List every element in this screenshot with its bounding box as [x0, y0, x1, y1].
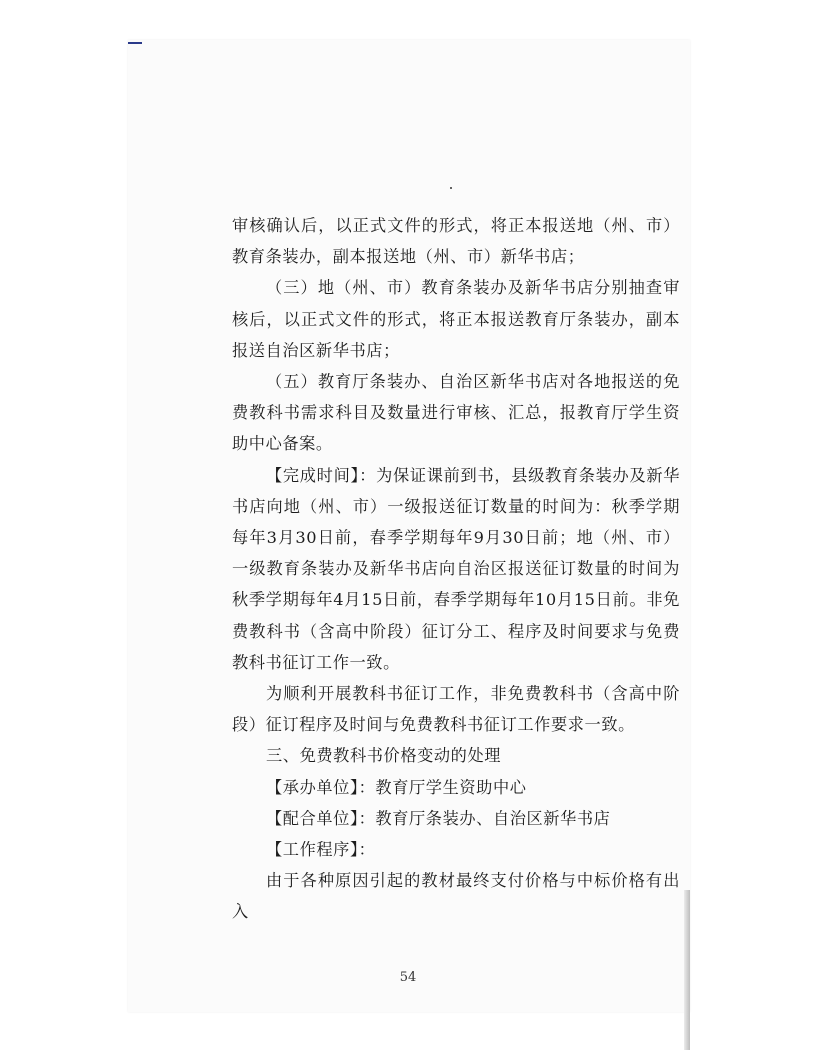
paragraph-ordering-note: 为顺利开展教科书征订工作，非免费教科书（含高中阶段）征订程序及时间与免费教科书征订工作要求一致。 [232, 684, 680, 735]
page-number: 54 [399, 970, 417, 985]
scan-speck [450, 187, 452, 189]
paragraph-step-three: （三）地（州、市）教育条装办及新华书店分别抽查审核后，以正式文件的形式，将正本报送教育厅条装办，副本报送自治区新华书店； [232, 278, 680, 360]
body-text [232, 210, 680, 928]
paragraph-continuation: 审核确认后，以正式文件的形式，将正本报送地（州、市）教育条装办，副本报送地（州、市）新华书店； [232, 216, 680, 267]
paragraph-host-unit: 【承办单位】：教育厅学生资助中心 [266, 777, 527, 797]
paragraph-price-discrepancy: 由于各种原因引起的教材最终支付价格与中标价格有出入 [232, 871, 680, 922]
scan-mark [128, 42, 142, 44]
paragraph-work-procedure: 【工作程序】： [266, 840, 376, 860]
paragraph-step-five: （五）教育厅条装办、自治区新华书店对各地报送的免费教科书需求科目及数量进行审核、汇总，报教育厅学生资助中心备案。 [232, 372, 680, 454]
paragraph-partner-units: 【配合单位】：教育厅条装办、自治区新华书店 [266, 808, 611, 828]
section-heading-price-change: 三、免费教科书价格变动的处理 [266, 746, 502, 766]
paragraph-completion-time: 【完成时间】：为保证课前到书，县级教育条装办及新华书店向地（州、市）一级报送征订数量的时间为：秋季学期每年3月30日前，春季学期每年9月30日前；地（州、市）一级教育条装办及新华书店向自治区报送征订数量的时间为秋季学期每年4月15日前，春季学期每年10月15日前。非免费教科书（含高中阶段）征订分工、程序及时间要求与免费教科书征订工作一致。 [232, 465, 680, 672]
